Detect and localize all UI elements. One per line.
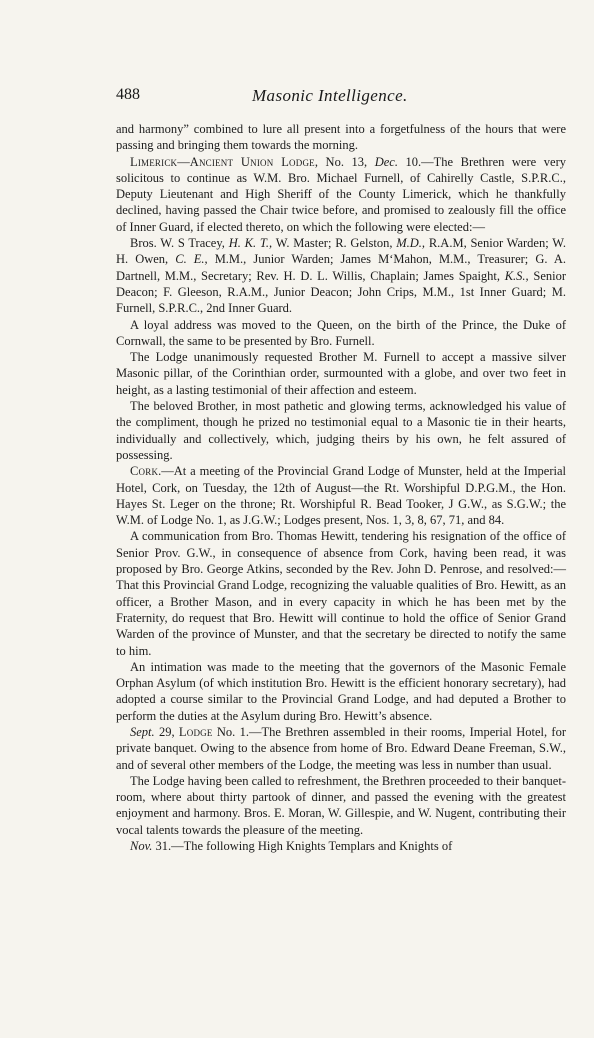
text-run: W. Master; R. Gelston, — [272, 236, 397, 251]
text-run: Cork — [130, 464, 159, 479]
text-run: M.M., Junior Warden; James M‘Mahon, M.M., Treasurer; G. A. Dartnell, M.M., Secretary; Rev. H. D. L. Willis, Chaplain; James Spaight, — [116, 252, 566, 283]
text-run: Bros. W. S Tracey, — [130, 236, 229, 251]
page-header — [116, 86, 564, 108]
paragraph — [116, 773, 566, 838]
text-run: H. K. T., — [228, 236, 273, 251]
paragraph — [116, 398, 566, 463]
paragraph — [116, 528, 566, 658]
text-run: Dec. — [374, 154, 398, 169]
paragraph — [116, 349, 566, 398]
text-run: A loyal address was moved to the Queen, on the birth of the Prince, the Duke of Cornwall, the same to be presented by Bro. Furnell. — [116, 317, 566, 348]
paragraph — [116, 838, 566, 854]
text-run: The Lodge having been called to refreshment, the Brethren proceeded to their banquet-room, where about thirty partook of dinner, and passed the evening with the greatest enjoyment and harmony. Bros. E. Moran, W. Gillespie, and W. Nugent, contributing their vocal talents towards the pleasure of the meeting. — [116, 773, 566, 837]
running-title: Masonic Intelligence. — [252, 86, 408, 105]
paragraph — [116, 463, 566, 528]
text-run: Senior Deacon; F. Gleeson, R.A.M., Junior Deacon; John Crips, M.M., 1st Inner Guard; M. Furnell, S.P.R.C., 2nd Inner Guard. — [116, 268, 566, 316]
text-run: Limerick — [130, 154, 178, 169]
text-run: The beloved Brother, in most pathetic and glowing terms, acknowledged his value of the compliment, though he prized no testimonial equal to a Masonic tie in their hearts, individually and collectively, which, judging theirs by his own, he felt assured of possessing. — [116, 399, 566, 462]
text-run: .—At a meeting of the Provincial Grand Lodge of Munster, held at the Imperial Hotel, Cork, on Tuesday, the 12th of August—the Rt. Worshipful D.P.G.M., the Hon. Hayes St. Leger on the throne; Rt. Worshipful R. Bead Tooker, J G.W., as S.G.W.; the W.M. of Lodge No. 1, as J.G.W.; Lodges present, Nos. 1, 3, 8, 67, 71, and 84. — [116, 464, 566, 528]
text-run: K.S., — [504, 268, 529, 283]
text-run: 31.—The following High Knights Templars and Knights of — [152, 839, 453, 854]
text-run: Lodge — [178, 724, 213, 739]
text-run: Sept. — [130, 724, 155, 739]
paragraph — [116, 154, 566, 235]
paragraph — [116, 659, 566, 724]
text-run: R.A.M, Senior Warden; W. H. Owen, — [116, 236, 567, 267]
text-run: — — [177, 154, 190, 169]
text-run: , No. 13, — [314, 154, 375, 169]
text-run: 29, — [154, 724, 179, 739]
body-text — [116, 121, 566, 854]
text-run: An intimation was made to the meeting that the governors of the Masonic Female Orphan Asylum (of which institution Bro. Hewitt is the efficient honorary secretary), had adopted a course similar to the Provincial Grand Lodge, and had deputed a Brother to perform the duties at the Asylum during Bro. Hewitt’s absence. — [116, 659, 566, 723]
paragraph — [116, 724, 566, 773]
page-number: 488 — [116, 86, 140, 103]
text-run: C. E., — [175, 252, 208, 267]
paragraph — [116, 317, 566, 350]
text-run: Nov. — [130, 839, 153, 854]
text-run: The Lodge unanimously requested Brother M. Furnell to accept a massive silver Masonic pillar, of the Corinthian order, surmounted with a globe, and over two feet in height, as a lasting testimonial of their affection and esteem. — [116, 350, 566, 397]
paragraph — [116, 235, 566, 316]
text-run: and harmony” combined to lure all present into a forgetfulness of the hours that were passing and bringing them towards the morning. — [116, 122, 566, 153]
text-run: A communication from Bro. Thomas Hewitt, tendering his resignation of the office of Senior Prov. G.W., in consequence of absence from Cork, having been read, it was proposed by Bro. George Atkins, seconded by the Rev. John D. Penrose, and resolved:—That this Provincial Grand Lodge, recognizing the valuable qualities of Bro. Hewitt, as an officer, a Brother Mason, and in every capacity in which he has been met by the Fraternity, do request that Bro. Hewitt will continue to hold the office of Senior Grand Warden of the province of Munster, and that the secretary be directed to notify the same to him. — [116, 529, 566, 658]
text-run: No. 1.—The Brethren assembled in their rooms, Imperial Hotel, for private banquet. Owing to the absence from home of Bro. Edward Deane Freeman, S.W., and of several other members of the Lodge, the meeting was less in number than usual. — [116, 724, 566, 772]
text-run: 10.—The Brethren were very solicitous to continue as W.M. Bro. Michael Furnell, of Cahirelly Castle, S.P.R.C., Deputy Lieutenant and High Sheriff of the County Limerick, which he thankfully declined, having passed the Chair twice before, and promised to zealously fill the office of Inner Guard, if elected thereto, on which the following were elected:— — [116, 154, 566, 234]
text-run: M.D., — [396, 236, 426, 251]
paragraph — [116, 121, 566, 154]
text-run: Ancient Union Lodge — [189, 154, 315, 169]
